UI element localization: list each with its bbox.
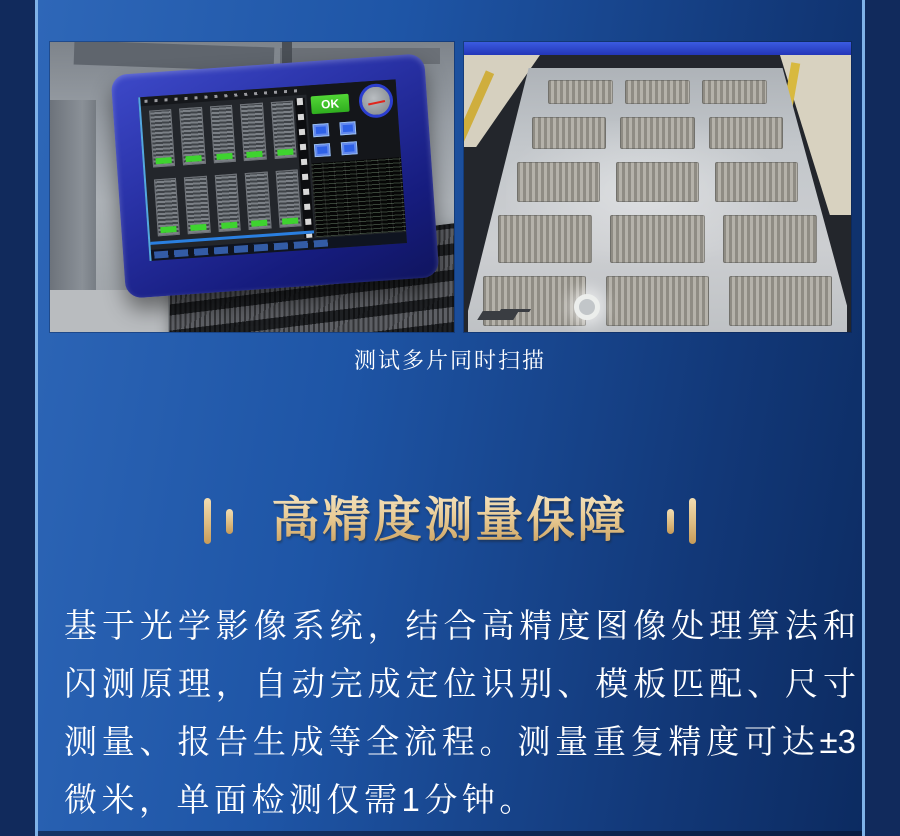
part-panel xyxy=(210,105,236,163)
accent-bar-short xyxy=(667,509,674,534)
sample-tray xyxy=(610,215,704,263)
part-panel xyxy=(149,109,175,167)
ok-status-badge: OK xyxy=(311,94,350,115)
bottom-shade xyxy=(38,831,862,836)
screen-taskbar xyxy=(151,232,407,261)
part-panel xyxy=(215,174,241,232)
pass-tag xyxy=(221,222,237,229)
left-edge-line xyxy=(35,0,38,836)
scan-bed-photo xyxy=(464,42,851,332)
part-panel xyxy=(275,169,301,227)
pass-tag xyxy=(251,220,267,227)
sample-tray xyxy=(625,80,690,104)
measurement-data-table xyxy=(311,157,406,237)
sample-tray xyxy=(606,276,709,326)
accent-bar-tall xyxy=(204,498,211,544)
screen-button xyxy=(341,141,358,155)
pass-tag xyxy=(186,155,202,162)
sample-tray xyxy=(723,215,817,263)
title-accent-left-icon xyxy=(204,498,233,544)
scanner-blue-bar xyxy=(464,42,851,55)
tray-row xyxy=(532,117,782,149)
bed-clamp xyxy=(477,311,519,320)
sample-tray-grid xyxy=(468,68,847,332)
sample-tray xyxy=(715,162,798,202)
sample-tray xyxy=(729,276,832,326)
screen-button xyxy=(312,123,329,137)
body-line: 基于光学影像系统，结合高精度图像处理算法和 xyxy=(64,607,856,644)
part-panel xyxy=(270,101,296,159)
pass-tag xyxy=(282,218,298,225)
part-panel xyxy=(184,176,210,234)
section-body xyxy=(64,597,856,829)
sample-tray xyxy=(548,80,613,104)
body-line: 微米，单面检测仅需1分钟。 xyxy=(64,781,537,818)
gallery-caption: 测试多片同时扫描 xyxy=(353,348,546,373)
pass-tag xyxy=(160,226,176,233)
sample-tray xyxy=(498,215,592,263)
part-panel xyxy=(240,103,266,161)
screen-button xyxy=(340,121,357,135)
accent-bar-short xyxy=(226,509,233,534)
tray-row xyxy=(548,80,768,104)
pass-tag xyxy=(216,153,232,160)
screen-result-panel xyxy=(306,79,406,237)
section-title-row xyxy=(38,492,862,550)
part-image-grid xyxy=(149,101,301,237)
part-camera-image xyxy=(358,83,394,119)
calibration-ring xyxy=(574,294,600,320)
measurement-software-screen xyxy=(138,79,407,261)
accent-bar-tall xyxy=(689,498,696,544)
pass-tag xyxy=(246,151,262,158)
scan-glass xyxy=(468,68,847,332)
right-edge-line xyxy=(862,0,865,836)
pass-tag xyxy=(277,149,293,156)
sample-tray xyxy=(620,117,694,149)
section-title: 高精度测量保障 xyxy=(271,494,629,547)
screen-button xyxy=(314,143,331,157)
body-line: 闪测原理，自动完成定位识别、模板匹配、尺寸 xyxy=(64,665,856,702)
sample-tray xyxy=(532,117,606,149)
tray-row xyxy=(498,215,816,263)
sample-tray xyxy=(517,162,600,202)
sample-tray xyxy=(616,162,699,202)
part-panel xyxy=(154,178,180,236)
part-panel xyxy=(179,107,205,165)
tray-row xyxy=(517,162,797,202)
body-line: 测量、报告生成等全流程。测量重复精度可达±3 xyxy=(64,723,856,760)
monitor-bezel xyxy=(111,53,440,298)
title-accent-right-icon xyxy=(667,498,696,544)
pass-tag xyxy=(155,157,171,164)
sample-tray xyxy=(709,117,783,149)
sample-tray xyxy=(702,80,767,104)
part-panel xyxy=(245,172,271,230)
pass-tag xyxy=(191,224,207,231)
tray-row xyxy=(483,276,832,326)
machine-monitor-photo xyxy=(50,42,454,332)
